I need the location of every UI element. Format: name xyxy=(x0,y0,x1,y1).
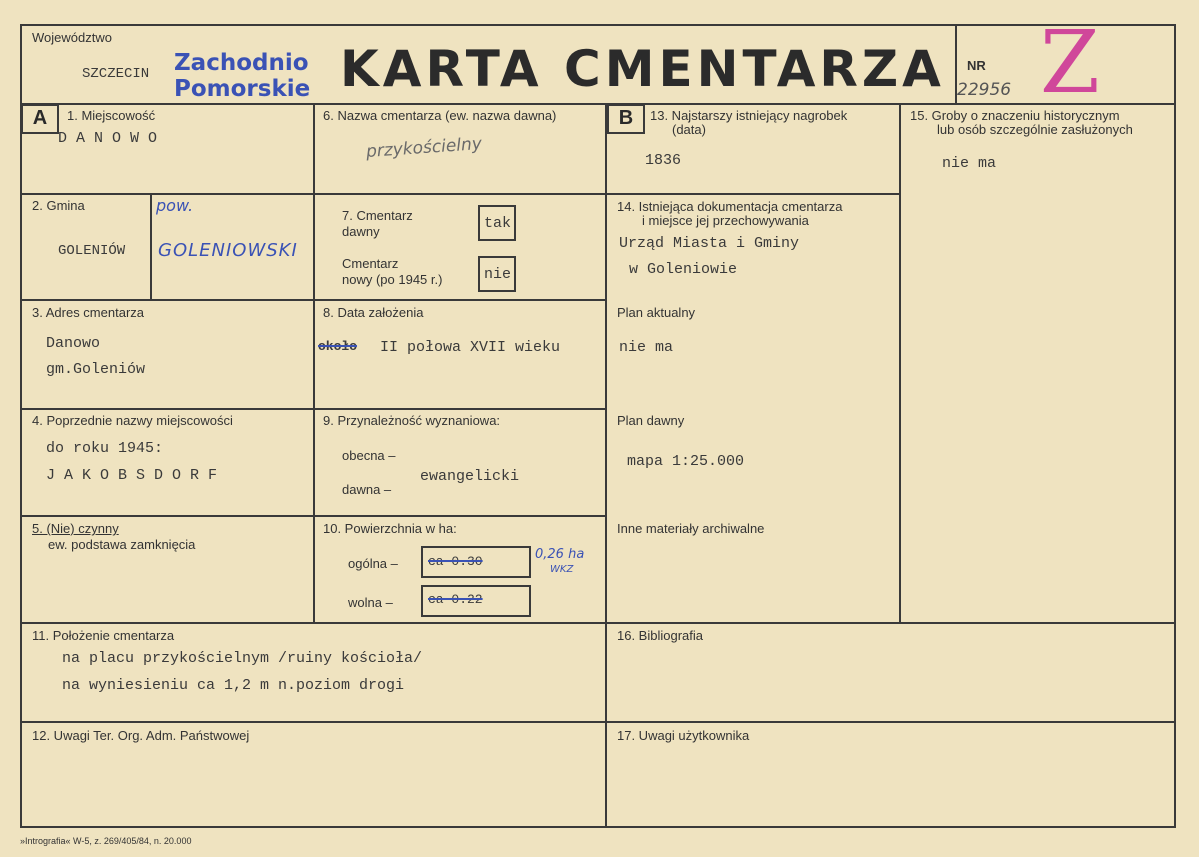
stamp-line2: Pomorskie xyxy=(174,76,311,102)
col-divider-2 xyxy=(605,103,607,826)
f10-ogolna-hand2: WKZ xyxy=(550,564,574,575)
f2-label: 2. Gmina xyxy=(32,198,85,213)
f7-nowy-value: nie xyxy=(484,266,512,283)
section-b-badge: B xyxy=(607,104,645,134)
f11-line1: na placu przykościelnym /ruiny kościoła/ xyxy=(62,650,423,667)
f4-line2: J A K O B S D O R F xyxy=(46,467,218,484)
f4-label: 4. Poprzednie nazwy miejscowości xyxy=(32,413,233,428)
row-line-b1 xyxy=(605,193,901,195)
wojewodztwo-value: SZCZECIN xyxy=(82,66,150,82)
f9-label: 9. Przynależność wyznaniowa: xyxy=(323,413,501,428)
f1-value: D A N O W O xyxy=(58,130,158,147)
nr-label: NR xyxy=(967,58,986,73)
f5-sublabel: ew. podstawa zamknięcia xyxy=(48,537,196,552)
f13-label-line1: 13. Najstarszy istniejący nagrobek xyxy=(650,108,848,123)
f9-obecna: obecna – xyxy=(342,448,396,463)
f14-label-line2: i miejsce jej przechowywania xyxy=(642,213,809,228)
f16-label: 16. Bibliografia xyxy=(617,628,703,643)
f10-ogolna-box xyxy=(421,546,531,578)
f6-label: 6. Nazwa cmentarza (ew. nazwa dawna) xyxy=(323,108,557,123)
f5-label: 5. (Nie) czynny xyxy=(32,521,119,536)
f15-label-line2: lub osób szczególnie zasłużonych xyxy=(937,122,1133,137)
f7-dawny-box xyxy=(478,205,516,241)
f10-wolna-value: ca 0.22 xyxy=(428,592,483,607)
plan-aktualny-value: nie ma xyxy=(619,339,674,356)
frame-left xyxy=(20,24,22,828)
row-line-1 xyxy=(20,193,607,195)
f15-label-line1: 15. Groby o znaczeniu historycznym xyxy=(910,108,1120,123)
f14-value-line2: w Goleniowie xyxy=(629,261,738,278)
f2-hand-value: GOLENIOWSKI xyxy=(158,240,298,261)
plan-aktualny-label: Plan aktualny xyxy=(617,305,696,320)
f1-label: 1. Miejscowość xyxy=(67,108,156,123)
f10-ogolna-hand: 0,26 ha xyxy=(535,547,585,562)
header-line xyxy=(20,103,1176,105)
wojewodztwo-label: Województwo xyxy=(32,30,112,45)
f13-label-line2: (data) xyxy=(672,122,706,137)
f8-label: 8. Data założenia xyxy=(323,305,424,320)
row-line-5 xyxy=(20,622,1176,624)
f8-struck: około xyxy=(318,339,358,354)
f6-hand-value: przykościelny xyxy=(365,133,483,163)
plan-dawny-label: Plan dawny xyxy=(617,413,685,428)
plan-dawny-value: mapa 1:25.000 xyxy=(627,453,745,470)
f13-value: 1836 xyxy=(645,152,682,169)
f7-nowy-line1: Cmentarz xyxy=(342,256,399,271)
frame-top xyxy=(20,24,1176,26)
f17-label: 17. Uwagi użytkownika xyxy=(617,728,750,743)
f10-ogolna-value: ca 0.30 xyxy=(428,554,483,569)
frame-bottom xyxy=(20,826,1176,828)
f11-label: 11. Położenie cmentarza xyxy=(32,628,175,643)
f12-label: 12. Uwagi Ter. Org. Adm. Państwowej xyxy=(32,728,250,743)
col-divider-1 xyxy=(313,103,315,623)
f7-label-line2: dawny xyxy=(342,224,380,239)
f3-label: 3. Adres cmentarza xyxy=(32,305,144,320)
inne-materialy-label: Inne materiały archiwalne xyxy=(617,521,765,536)
nr-letter-stamp: Z xyxy=(1040,13,1100,113)
f7-dawny-value: tak xyxy=(484,215,512,232)
f7-nowy-box xyxy=(478,256,516,292)
f7-label-line1: 7. Cmentarz xyxy=(342,208,413,223)
f2-value: GOLENIÓW xyxy=(58,243,126,259)
f10-wolna-box xyxy=(421,585,531,617)
f2-hand-prefix: pow. xyxy=(156,196,194,215)
f3-line1: Danowo xyxy=(46,335,101,352)
f14-label-line1: 14. Istniejąca dokumentacja cmentarza xyxy=(617,199,843,214)
row-line-4 xyxy=(20,515,607,517)
f7-nowy-line2: nowy (po 1945 r.) xyxy=(342,272,443,287)
section-a-badge: A xyxy=(21,104,59,134)
f8-value: II połowa XVII wieku xyxy=(380,339,561,356)
page-title: KARTA CMENTARZA xyxy=(340,40,945,98)
f10-label: 10. Powierzchnia w ha: xyxy=(323,521,457,536)
nr-value: 22956 xyxy=(957,80,1012,100)
f4-line1: do roku 1945: xyxy=(46,440,164,457)
frame-right xyxy=(1174,24,1176,828)
f9-dawna: dawna – xyxy=(342,482,392,497)
f11-line2: na wyniesieniu ca 1,2 m n.poziom drogi xyxy=(62,677,405,694)
f10-ogolna-label: ogólna – xyxy=(348,556,398,571)
stamp-line1: Zachodnio xyxy=(174,50,309,76)
f15-value: nie ma xyxy=(942,155,997,172)
row-line-6 xyxy=(20,721,1176,723)
f10-wolna-label: wolna – xyxy=(348,595,393,610)
row-line-3 xyxy=(20,408,607,410)
gmina-divider xyxy=(150,193,152,300)
f14-value-line1: Urząd Miasta i Gminy xyxy=(619,235,800,252)
f9-value: ewangelicki xyxy=(420,468,520,485)
printer-footer: »Intrografia« W-5, z. 269/405/84, n. 20.000 xyxy=(20,836,192,846)
f3-line2: gm.Goleniów xyxy=(46,361,146,378)
row-line-2 xyxy=(20,299,607,301)
col-divider-3 xyxy=(899,103,901,623)
